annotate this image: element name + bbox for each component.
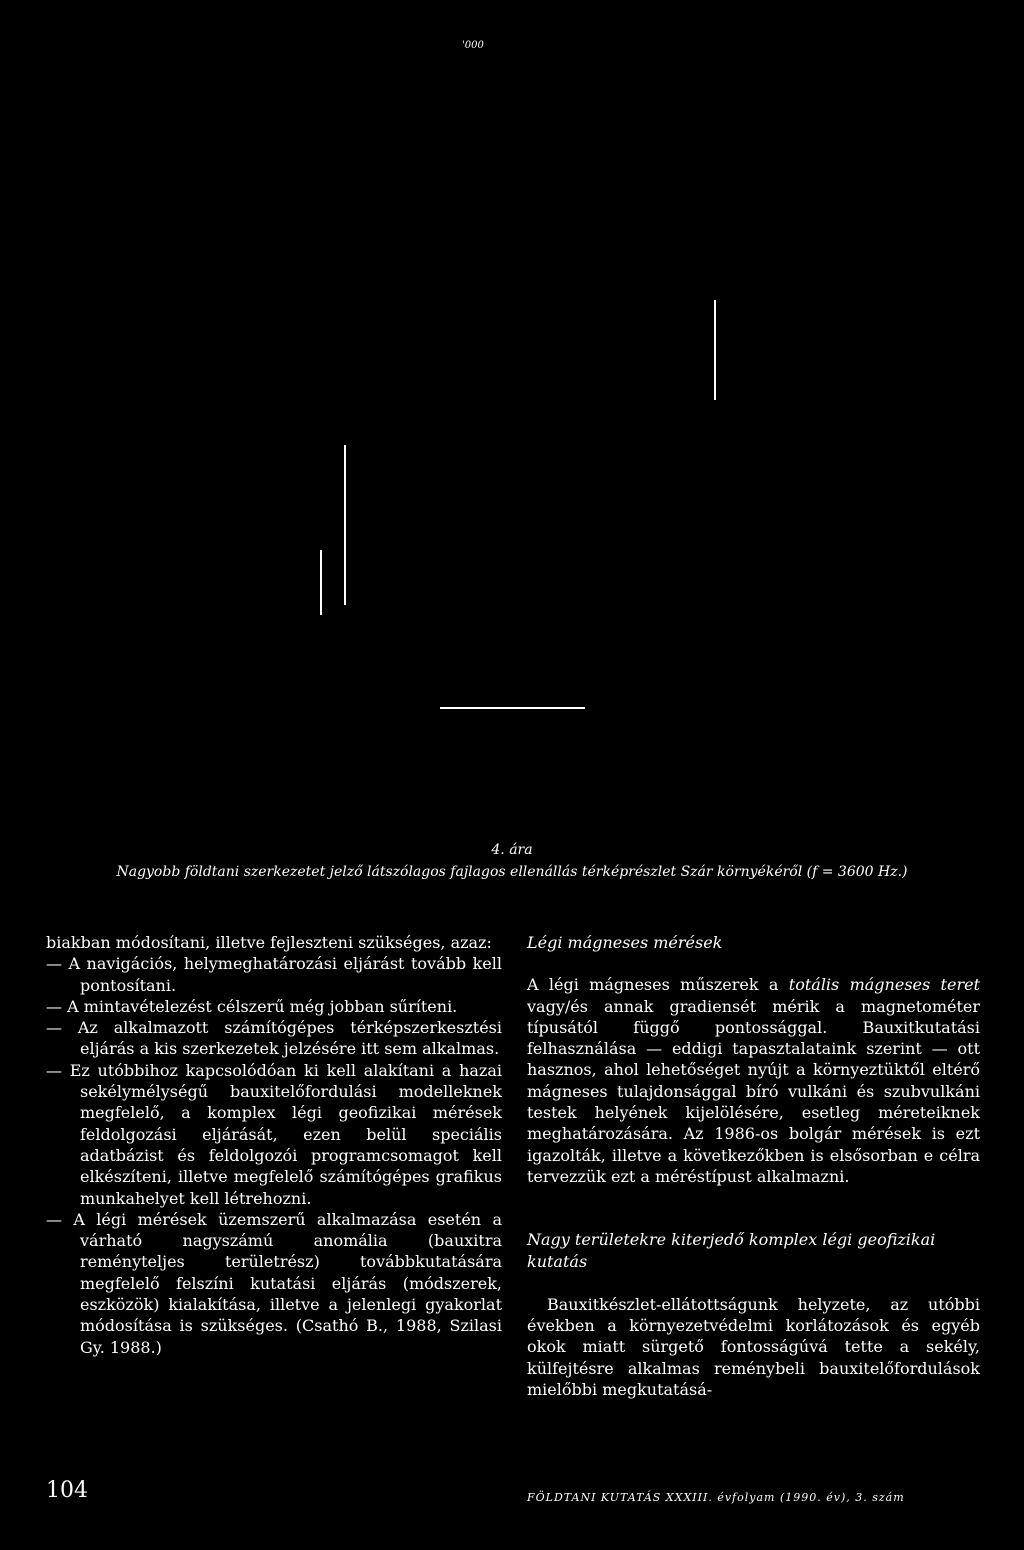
section-heading-complex: Nagy területekre kiterjedő komplex légi geofizikai kutatás [527, 1230, 936, 1271]
complex-paragraph: Bauxitkészlet-ellátottságunk helyzete, az utóbbi években a környezetvédelmi korlátozások és egyéb okok miatt sürgető fontosságúvá tette a sekély, külfejtésre alkalmas reménybeli bauxitelőfordulások mielőbbi megkutatásá- [527, 1294, 980, 1400]
magnetic-paragraph: A légi mágneses műszerek a totális mágneses teret vagy/és annak gradiensét mérik a magnetométer típusától függő pontossággal. Bauxitkutatási felhasználása — eddigi tapasztalataink szerint — ott hasznos, ahol lehetőséget nyújt a környeztüktől eltérő mágneses tulajdonsággal bíró vulkáni és szubvulkáni testek helyének kijelölésére, esetleg méreteiknek meghatározására. Az 1986-os bolgár mérések is ezt igazolták, illetve a következőkben is elsősorban e célra tervezzük ezt a méréstípust alkalmazni. [527, 975, 981, 1186]
figure-caption: Nagyobb földtani szerkezetet jelző látszólagos fajlagos ellenállás térképrészlet Szár környékéről (f = 3600 Hz.) [116, 864, 908, 880]
list-item: — A légi mérések üzemszerű alkalmazása esetén a várható nagyszámú anomália (bauxitra reményteljes területrész) továbbkutatására megfelelő felszíni kutatási eljárás (módszerek, eszközök) kialakítása, illetve a jelenlegi gyakorlat módosítása is szükséges. (Csathó B., 1988, Szilasi Gy. 1988.) [46, 1209, 502, 1357]
page-number: 104 [46, 1478, 88, 1503]
top-mark: '000 [462, 40, 484, 51]
right-column [527, 932, 980, 1400]
journal-footer: FÖLDTANI KUTATÁS XXXIII. évfolyam (1990. év), 3. szám [527, 1491, 905, 1504]
map-line-center-b [320, 550, 322, 615]
emphasis-text: totális mágneses teret [788, 975, 981, 995]
figure-number: 4. ára [491, 842, 533, 858]
left-column [46, 932, 502, 1358]
left-intro: biakban módosítani, illetve fejleszteni szükséges, azaz: [46, 933, 492, 952]
map-line-right [714, 300, 716, 400]
map-scale-bar [440, 707, 585, 709]
map-line-center-a [344, 445, 346, 605]
list-item: — A navigációs, helymeghatározási eljárást tovább kell pontosítani. [46, 954, 502, 995]
list-item: — Az alkalmazott számítógépes térképszerkesztési eljárás a kis szerkezetek jelzésére itt sem alkalmas. [46, 1018, 502, 1059]
section-heading-magnetic: Légi mágneses mérések [527, 933, 723, 952]
list-item: — A mintavételezést célszerű még jobban sűríteni. [46, 996, 458, 1016]
list-item: — Ez utóbbihoz kapcsolódóan ki kell alakítani a hazai sekélymélységű bauxitelőfordulási modelleknek megfelelő, a komplex légi geofizikai mérések feldolgozási eljárását, ezen belül speciális adatbázist és feldolgozói programcsomagot kell elkészíteni, illetve megfelelő számítógépes grafikus munkahelyet kell létrehozni. [46, 1060, 502, 1208]
